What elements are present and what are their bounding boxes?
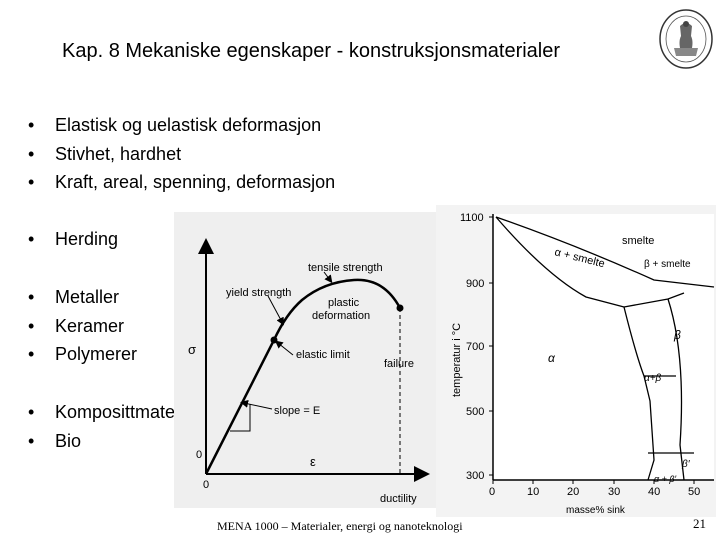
failure-point xyxy=(397,305,404,312)
x-tick-label: 10 xyxy=(527,486,540,498)
elastic-limit-point xyxy=(271,337,278,344)
ductility-label: ductility xyxy=(380,493,417,505)
beta-prime-label: β′ xyxy=(682,459,690,470)
y-tick-label: 300 xyxy=(466,470,485,482)
page-number: 21 xyxy=(693,516,706,531)
bullet-group-2 xyxy=(28,227,118,256)
bullet-item: • Kraft, areal, spenning, deformasjon xyxy=(28,170,335,199)
x-tick-label: 20 xyxy=(567,486,580,498)
bullet-item: • Keramer xyxy=(28,314,137,343)
bullet-item: • Stivhet, hardhet xyxy=(28,142,335,171)
x-tick-label: 30 xyxy=(608,486,621,498)
university-seal-icon xyxy=(658,8,714,70)
y-axis-title: temperatur i °C xyxy=(451,322,463,397)
bullet-group-1 xyxy=(28,113,335,199)
alpha-melt-label: α + smelte xyxy=(553,246,606,271)
stress-strain-figure xyxy=(174,212,436,508)
slide-title: Kap. 8 Mekaniske egenskaper - konstruksjonsmaterialer xyxy=(62,40,561,62)
y-tick-label: 900 xyxy=(466,278,485,290)
tensile-strength-label: tensile strength xyxy=(308,262,383,274)
deformation-label: deformation xyxy=(312,310,371,322)
phase-diagram-figure xyxy=(436,205,716,517)
x-tick-label: 0 xyxy=(489,486,496,498)
bullet-item: • Elastisk og uelastisk deformasjon xyxy=(28,113,335,142)
epsilon-label: ε xyxy=(310,454,316,469)
yield-strength-label: yield strength xyxy=(226,287,292,299)
slope-label: slope = E xyxy=(274,405,321,417)
alpha-beta-label: α+β xyxy=(644,373,662,384)
x-tick-label: 40 xyxy=(648,486,661,498)
x-tick-label: 50 xyxy=(688,486,701,498)
stress-strain-curve xyxy=(206,280,400,474)
origin-label-x: 0 xyxy=(203,479,210,491)
y-tick-label: 700 xyxy=(466,341,485,353)
beta-label: β xyxy=(674,328,681,342)
elastic-limit-label: elastic limit xyxy=(296,349,350,361)
plastic-label: plastic xyxy=(328,297,360,309)
bullet-item: • Komposittmaterialer xyxy=(28,400,215,429)
x-axis-title: masse% sink xyxy=(566,505,625,516)
bullet-item: • Metaller xyxy=(28,285,137,314)
melt-label: smelte xyxy=(622,235,655,247)
bullet-item: • Polymerer xyxy=(28,342,137,371)
failure-label: failure xyxy=(384,358,414,370)
alpha-label: α xyxy=(548,351,555,365)
beta-melt-label: β + smelte xyxy=(644,259,691,270)
sigma-label: σ xyxy=(188,342,197,357)
alpha-beta-prime-label: α + β′ xyxy=(654,474,677,484)
bullet-item: • Bio xyxy=(28,429,215,458)
y-tick-label: 1100 xyxy=(460,212,484,224)
y-tick-label: 500 xyxy=(466,406,485,418)
bullet-group-3 xyxy=(28,285,137,371)
slide-footer: MENA 1000 – Materialer, energi og nanoteknologi xyxy=(217,519,463,533)
origin-label-y: 0 xyxy=(196,449,203,461)
bullet-item: • Herding xyxy=(28,227,118,256)
